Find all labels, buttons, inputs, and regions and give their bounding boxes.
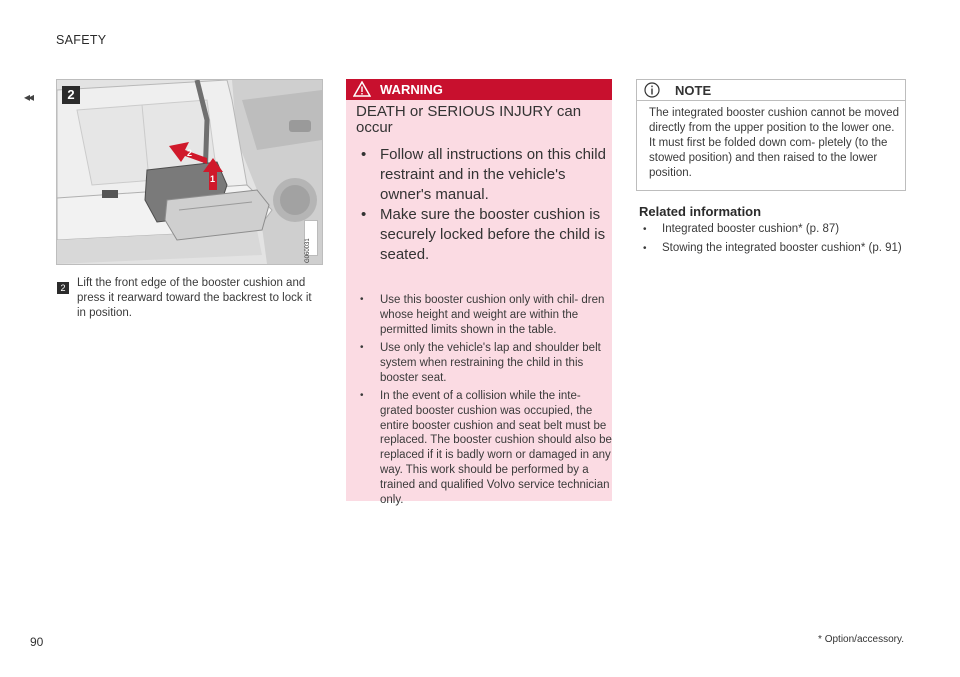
- step-number-badge: 2: [57, 282, 69, 294]
- section-header: SAFETY: [56, 33, 107, 47]
- bullet-icon: •: [360, 390, 364, 401]
- warning-box: [346, 79, 612, 506]
- bullet-icon: •: [361, 146, 367, 163]
- warning-triangle-icon: [353, 81, 371, 97]
- warning-primary-item-text: Make sure the booster cushion is securely locked before the child is seated.: [380, 206, 606, 263]
- note-title: NOTE: [675, 83, 712, 98]
- warning-lead-text: DEATH or SERIOUS INJURY can occur: [356, 103, 582, 136]
- warning-title: WARNING: [380, 82, 443, 97]
- bullet-icon: •: [360, 342, 364, 353]
- figure-code-text: G060031: [305, 238, 311, 263]
- related-link-text[interactable]: Stowing the integrated booster cushion* (p. 91): [662, 242, 902, 254]
- booster-cushion-illustration: [56, 79, 323, 265]
- info-icon: [644, 82, 660, 98]
- figure-step-badge: 2: [62, 86, 80, 104]
- rear-seat-illustration: [57, 80, 322, 264]
- note-header-bar: [637, 80, 905, 101]
- footnote: * Option/accessory.: [818, 634, 904, 645]
- bullet-icon: •: [360, 294, 364, 305]
- related-link-text[interactable]: Integrated booster cushion* (p. 87): [662, 223, 840, 235]
- svg-text:2: 2: [187, 148, 193, 158]
- step-instruction: Lift the front edge of the booster cushion and press it rearward toward the backrest to lock it in position.: [77, 277, 312, 319]
- continued-marker: ◂◂: [24, 90, 33, 104]
- warning-secondary-item-text: Use only the vehicle's lap and shoulder belt system when restraining the child in this booster seat.: [380, 342, 601, 384]
- warning-secondary-item-text: Use this booster cushion only with chil- dren whose height and weight are within the permitted limits shown in the table.: [380, 294, 605, 336]
- bullet-icon: •: [643, 243, 647, 254]
- note-text: The integrated booster cushion cannot be moved directly from the upper position to the lower one. It must first be folded down com- pletely (to the stowed position) and then raised to the lower position.: [649, 107, 899, 179]
- figure-code: [304, 220, 318, 263]
- page-number: 90: [30, 635, 44, 649]
- warning-primary-item-text: Follow all instructions on this child restraint and in the vehicle's owner's manual.: [380, 146, 606, 203]
- note-box: [636, 79, 906, 191]
- bullet-icon: •: [361, 206, 367, 223]
- warning-secondary-item-text: In the event of a collision while the inte- grated booster cushion was occupied, the entire booster cushion and seat belt must be replaced. The booster cushion should also be replaced if it is badly worn or damaged in any way. This work should be performed by a trained and qualified Volvo service technician only.: [380, 390, 612, 506]
- warning-header-bar: [346, 79, 612, 100]
- svg-text:1: 1: [210, 174, 216, 184]
- bullet-icon: •: [643, 224, 647, 235]
- related-information-heading: Related information: [639, 204, 762, 219]
